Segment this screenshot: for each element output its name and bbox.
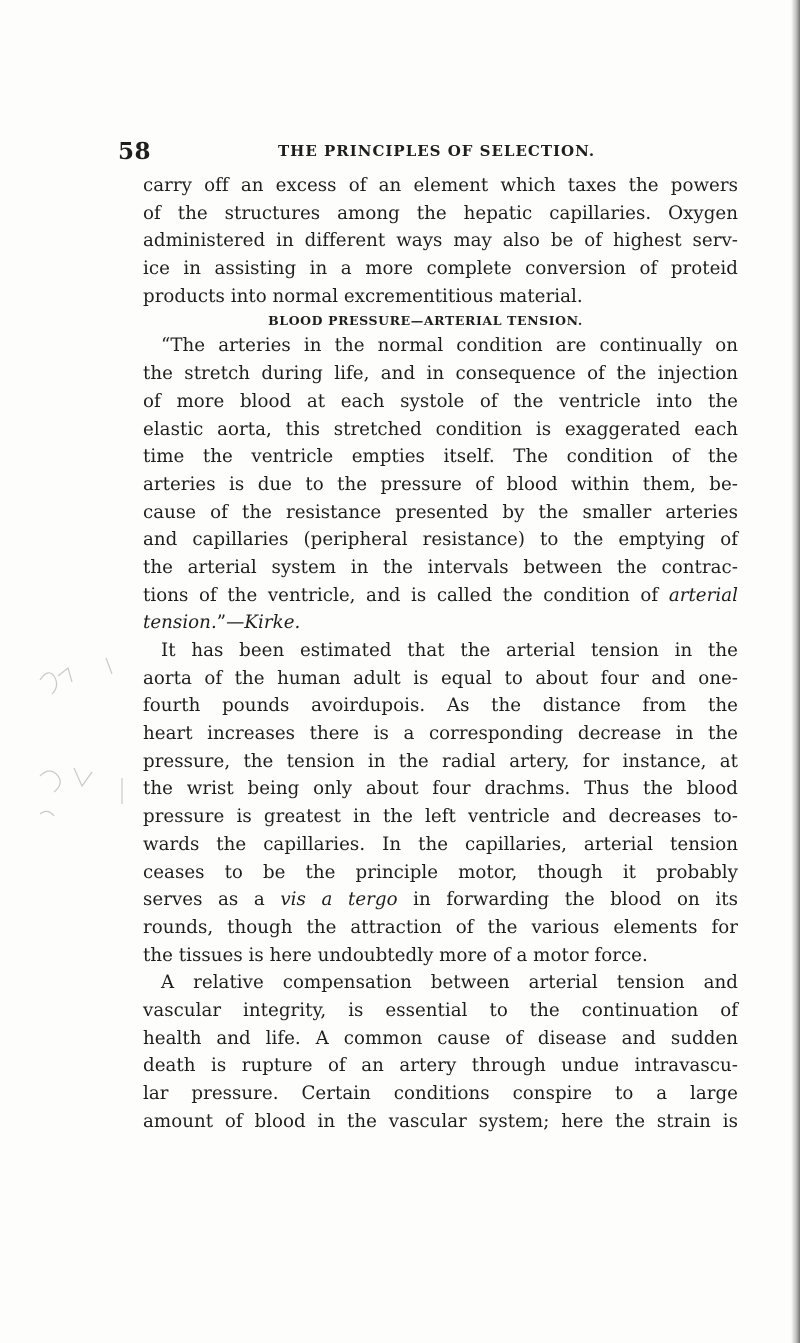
text-line: the tissues is here undoubtedly more of a motor force.: [143, 944, 648, 966]
quote-author: Kirke.: [244, 612, 301, 634]
text-line: [143, 886, 738, 914]
section-heading: BLOOD PRESSURE—ARTERIAL TENSION.: [268, 313, 583, 329]
text-line: It has been estimated that the arterial tension in the: [161, 640, 738, 661]
text-line: of the structures among the hepatic capillaries. Oxygen: [143, 202, 738, 224]
italic-term: arterial: [668, 584, 738, 606]
page-header: [118, 138, 738, 168]
running-head: THE PRINCIPLES OF SELECTION.: [278, 142, 596, 160]
text-fragment: serves as a: [143, 889, 265, 911]
text-line: and capillaries (peripheral resistance) to the emptying of: [143, 529, 738, 551]
margin-marks: [10, 600, 145, 850]
text-line: [143, 582, 738, 610]
text-line: the arterial system in the intervals between the contrac-: [143, 556, 738, 578]
text-line: “The arteries in the normal condition are continually on: [161, 335, 738, 357]
text-line: ceases to be the principle motor, though it probably: [143, 861, 738, 883]
text-line: elastic aorta, this stretched condition is exaggerated each: [143, 418, 738, 440]
text-line: amount of blood in the vascular system; here the strain is: [143, 1110, 738, 1132]
text-line: wards the capillaries. In the capillaries, arterial tension: [143, 833, 738, 855]
text-line: rounds, though the attraction of the various elements for: [143, 916, 738, 938]
text-line: products into normal excrementitious material.: [143, 285, 583, 307]
page-number: 58: [118, 138, 152, 165]
page-edge-shadow: [791, 0, 800, 1343]
text-line: fourth pounds avoirdupois. As the distance from the: [143, 695, 738, 717]
close-quote: ”—: [216, 612, 245, 634]
text-line: arteries is due to the pressure of blood within them, be-: [143, 473, 738, 495]
italic-term: vis a tergo: [280, 889, 398, 911]
text-fragment: tions of the ventricle, and is called the condition of: [143, 584, 659, 606]
body-text: [143, 172, 738, 1135]
text-line: health and life. A common cause of disease and sudden: [143, 1027, 738, 1049]
italic-term: tension.: [143, 612, 217, 634]
text-line: pressure, the tension in the radial artery, for instance, at: [143, 750, 738, 772]
text-line: heart increases there is a corresponding decrease in the: [143, 723, 738, 745]
text-line: pressure is greatest in the left ventricle and decreases to-: [143, 806, 738, 828]
text-line: the wrist being only about four drachms. Thus the blood: [143, 778, 738, 800]
text-line: ice in assisting in a more complete conversion of proteid: [143, 258, 738, 280]
text-line: [143, 609, 738, 637]
text-line: lar pressure. Certain conditions conspire to a large: [143, 1083, 738, 1104]
text-line: the stretch during life, and in consequence of the injection: [143, 363, 738, 385]
text-line: A relative compensation between arterial tension and: [161, 972, 738, 994]
text-line: death is rupture of an artery through undue intravascu-: [143, 1055, 738, 1077]
text-line: of more blood at each systole of the ventricle into the: [143, 390, 738, 412]
text-line: time the ventricle empties itself. The condition of the: [143, 446, 738, 468]
text-fragment: in forwarding the blood on its: [413, 889, 738, 911]
text-line: administered in different ways may also be of highest serv-: [143, 230, 738, 252]
text-line: cause of the resistance presented by the smaller arteries: [143, 501, 738, 523]
text-line: vascular integrity, is essential to the continuation of: [143, 999, 738, 1021]
text-line: carry off an excess of an element which taxes the powers: [143, 175, 738, 196]
text-line: aorta of the human adult is equal to about four and one-: [143, 667, 738, 689]
